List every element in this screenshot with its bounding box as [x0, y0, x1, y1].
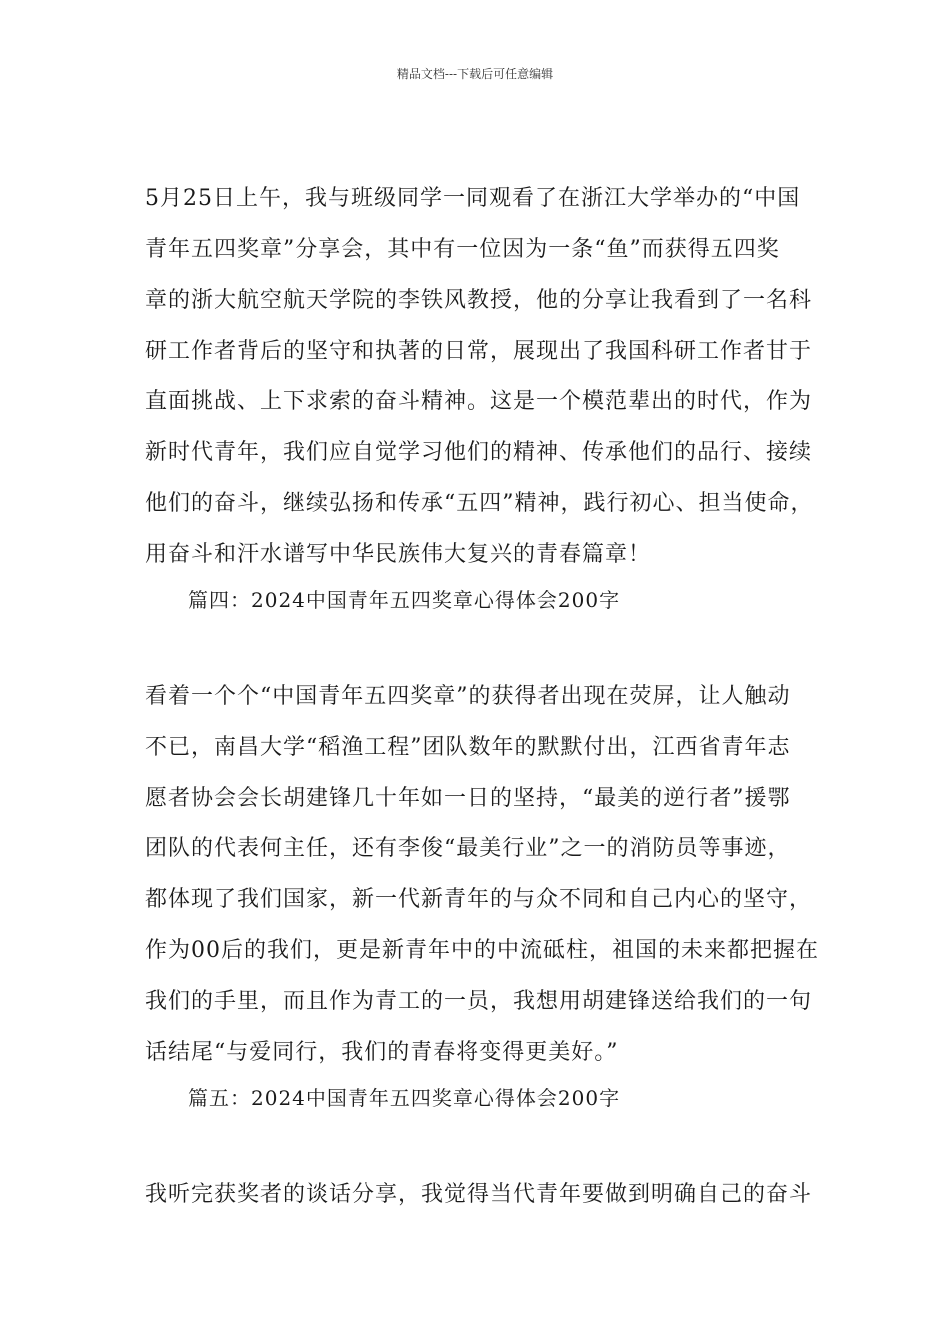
text-line: 看着一个个“中国青年五四奖章”的获得者出现在荧屏，让人触动: [145, 684, 791, 709]
text-line: 青年五四奖章”分享会，其中有一位因为一条“鱼”而获得五四奖: [145, 237, 780, 262]
text-line: 章的浙大航空航天学院的李铁风教授，他的分享让我看到了一名科: [145, 288, 813, 313]
text-line: 都体现了我们国家，新一代新青年的与众不同和自己内心的坚守，: [145, 887, 813, 912]
section-heading: 篇五：2024中国青年五四奖章心得体会200字: [188, 1086, 621, 1110]
text-line: 愿者协会会长胡建锋几十年如一日的坚持，“最美的逆行者”援鄂: [145, 786, 791, 811]
text-line: 研工作者背后的坚守和执著的日常，展现出了我国科研工作者甘于: [145, 339, 813, 364]
text-line: 作为00后的我们，更是新青年中的中流砥柱，祖国的未来都把握在: [145, 938, 819, 963]
page-header: 精品文档---下载后可任意编辑: [396, 67, 554, 81]
text-line: 新时代青年，我们应自觉学习他们的精神、传承他们的品行、接续: [145, 440, 813, 465]
text-line: 团队的代表何主任，还有李俊“最美行业”之一的消防员等事迹，: [145, 836, 791, 861]
text-line: 直面挑战、上下求索的奋斗精神。这是一个模范辈出的时代，作为: [145, 389, 813, 414]
text-line: 不已，南昌大学“稻渔工程”团队数年的默默付出，江西省青年志: [145, 735, 791, 760]
text-line: 话结尾“与爱同行，我们的青春将变得更美好。”: [145, 1040, 619, 1065]
text-line: 5月25日上午，我与班级同学一同观看了在浙江大学举办的“中国: [145, 186, 801, 211]
text-line: 我听完获奖者的谈话分享，我觉得当代青年要做到明确自己的奋斗: [145, 1182, 813, 1207]
text-line: 我们的手里，而且作为青工的一员，我想用胡建锋送给我们的一句: [145, 989, 813, 1014]
text-line: 他们的奋斗，继续弘扬和传承“五四”精神，践行初心、担当使命，: [145, 491, 814, 516]
section-heading: 篇四：2024中国青年五四奖章心得体会200字: [188, 588, 621, 612]
text-line: 用奋斗和汗水谱写中华民族伟大复兴的青春篇章！: [145, 542, 652, 567]
